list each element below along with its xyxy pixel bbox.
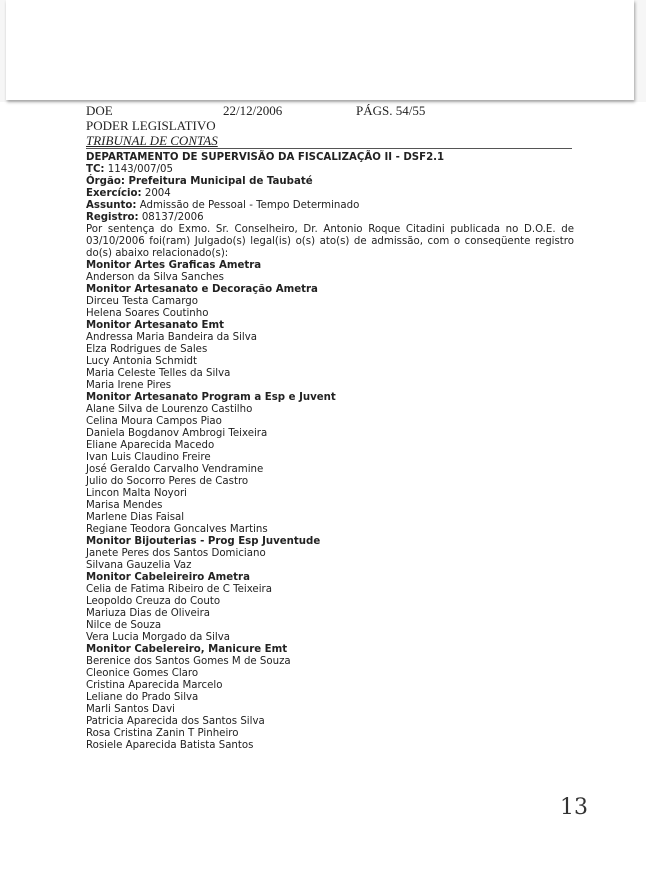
header-date: 22/12/2006 (223, 103, 283, 118)
tc-label: TC: (86, 164, 105, 175)
redacted-header-area (6, 0, 634, 100)
header-pages: PÁGS. 54/55 (356, 103, 426, 118)
list-item: Marli Santos Davi (86, 704, 176, 715)
orgao-label: Órgão: (86, 176, 125, 187)
list-item: Cristina Aparecida Marcelo (86, 680, 223, 691)
section (86, 572, 574, 644)
list-item: José Geraldo Carvalho Vendramine (86, 464, 264, 475)
list-item: Eliane Aparecida Macedo (86, 440, 215, 451)
list-item: Anderson da Silva Sanches (86, 272, 224, 283)
list-item: Lucy Antonia Schmidt (86, 356, 197, 367)
exercicio-line (86, 188, 574, 200)
list-item: Nilce de Souza (86, 620, 162, 631)
list-item: Leliane do Prado Silva (86, 692, 199, 703)
list-item: Helena Soares Coutinho (86, 308, 209, 319)
tc-line (86, 164, 574, 176)
section-title: Monitor Artesanato Emt (86, 320, 224, 331)
exercicio-label: Exercício: (86, 188, 142, 199)
section (86, 260, 574, 284)
doe-label: DOE (86, 103, 113, 118)
list-item: Regiane Teodora Goncalves Martins (86, 524, 268, 535)
section-title: Monitor Bijouterias - Prog Esp Juventude (86, 536, 321, 547)
assunto-line (86, 200, 574, 212)
registro-label: Registro: (86, 212, 139, 223)
section (86, 284, 574, 320)
section-title: Monitor Artesanato Program a Esp e Juvent (86, 392, 336, 403)
list-item: Rosa Cristina Zanin T Pinheiro (86, 728, 239, 739)
list-item: Elza Rodrigues de Sales (86, 344, 208, 355)
section-title: Monitor Artes Graficas Ametra (86, 260, 262, 271)
department-title: DEPARTAMENTO DE SUPERVISÃO DA FISCALIZAÇÃO II - DSF2.1 (86, 152, 445, 163)
section-title: Monitor Cabelereiro, Manicure Emt (86, 644, 288, 655)
list-item: Lincon Malta Noyori (86, 488, 187, 499)
list-item: Vera Lucia Morgado da Silva (86, 632, 231, 643)
list-item: Silvana Gauzelia Vaz (86, 560, 192, 571)
registro-value: 08137/2006 (138, 212, 204, 223)
handwritten-page-number: 13 (560, 795, 588, 820)
list-item: Rosiele Aparecida Batista Santos (86, 740, 254, 751)
sentence-paragraph: Por sentença do Exmo. Sr. Conselheiro, Dr. Antonio Roque Citadini publicada no D.O.E. de 03/10/2006 foi(ram) Julgado(s) legal(is) o(s) ato(s) de admissão, com o conseqüente registro do(s) abaixo relacionado(s): (86, 224, 574, 259)
list-item: Patricia Aparecida dos Santos Silva (86, 716, 265, 727)
poder-legislativo: PODER LEGISLATIVO (86, 118, 216, 133)
section (86, 644, 574, 752)
list-item: Marisa Mendes (86, 500, 163, 511)
list-item: Alane Silva de Lourenzo Castilho (86, 404, 253, 415)
section-title: Monitor Cabeleireiro Ametra (86, 572, 250, 583)
tc-value: 1143/007/05 (104, 164, 173, 175)
assunto-value: Admissão de Pessoal - Tempo Determinado (136, 200, 360, 211)
list-item: Mariuza Dias de Oliveira (86, 608, 211, 619)
assunto-label: Assunto: (86, 200, 137, 211)
tribunal-de-contas: TRIBUNAL DE CONTAS (86, 133, 218, 148)
section (86, 320, 574, 392)
section-title: Monitor Artesanato e Decoração Ametra (86, 284, 318, 295)
list-item: Andressa Maria Bandeira da Silva (86, 332, 258, 343)
exercicio-value: 2004 (141, 188, 171, 199)
list-item: Maria Irene Pires (86, 380, 172, 391)
list-item: Ivan Luis Claudino Freire (86, 452, 211, 463)
list-item: Celina Moura Campos Piao (86, 416, 222, 427)
list-item: Celia de Fatima Ribeiro de C Teixeira (86, 584, 272, 595)
list-item: Janete Peres dos Santos Domiciano (86, 548, 266, 559)
list-item: Dirceu Testa Camargo (86, 296, 198, 307)
list-item: Berenice dos Santos Gomes M de Souza (86, 656, 291, 667)
section (86, 536, 574, 572)
orgao-value: Prefeitura Municipal de Taubaté (124, 176, 313, 187)
list-item: Daniela Bogdanov Ambrogi Teixeira (86, 428, 268, 439)
list-item: Cleonice Gomes Claro (86, 668, 199, 679)
header-divider (86, 148, 572, 149)
registro-line (86, 212, 574, 224)
document-body (86, 152, 574, 752)
section (86, 392, 574, 536)
list-item: Maria Celeste Telles da Silva (86, 368, 231, 379)
orgao-line (86, 176, 574, 188)
list-item: Marlene Dias Faisal (86, 512, 185, 523)
list-item: Julio do Socorro Peres de Castro (86, 476, 249, 487)
document-header (86, 103, 426, 148)
list-item: Leopoldo Creuza do Couto (86, 596, 221, 607)
